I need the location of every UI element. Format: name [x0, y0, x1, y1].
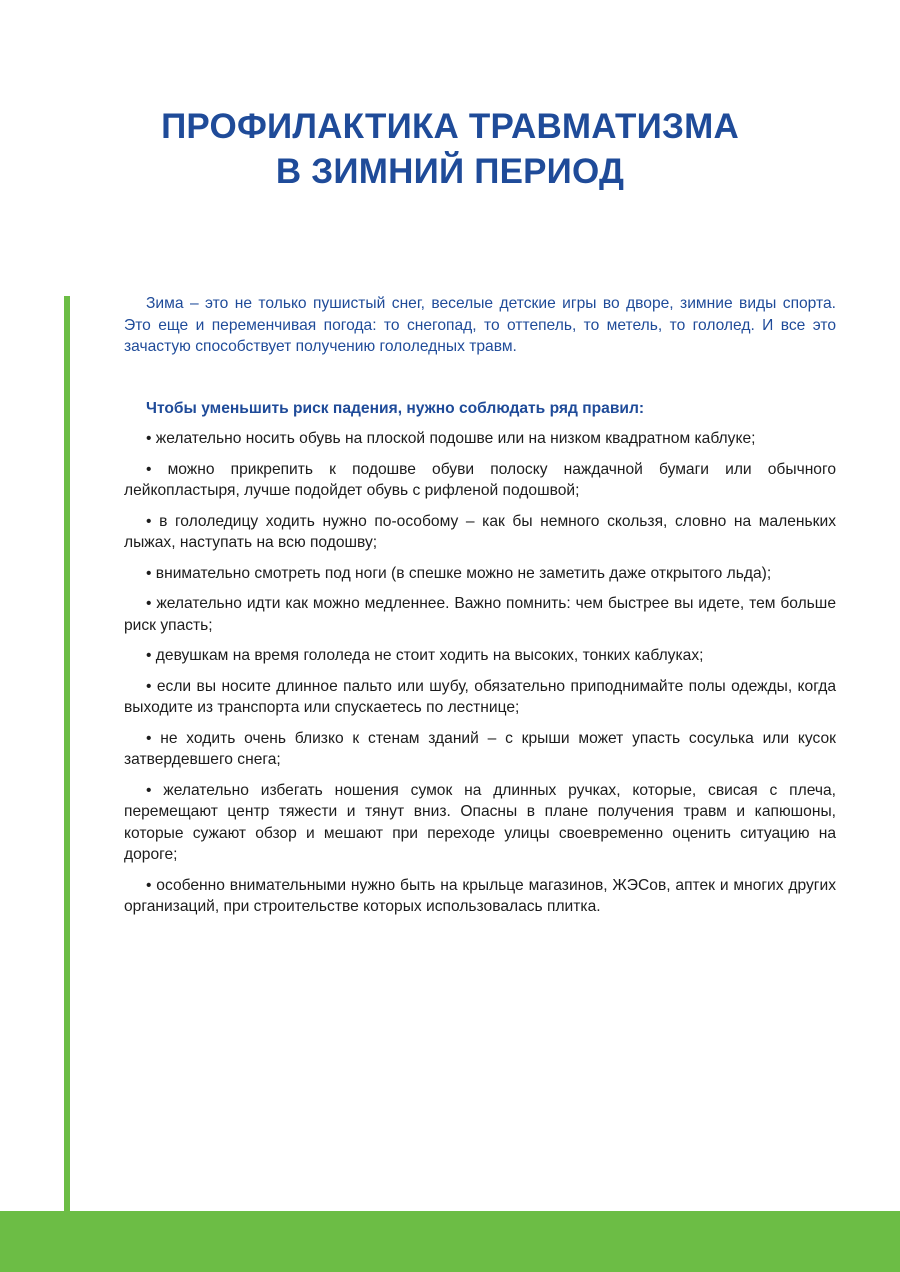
page-title-line-2: В ЗИМНИЙ ПЕРИОД: [275, 152, 625, 191]
rule-item: • особенно внимательными нужно быть на крыльце магазинов, ЖЭСов, аптек и многих других организаций, при строительстве которых использовалась плитка.: [124, 876, 836, 915]
rule-item: • девушкам на время гололеда не стоит ходить на высоких, тонких каблуках;: [146, 647, 704, 664]
rule-item: • желательно носить обувь на плоской подошве или на низком квадратном каблуке;: [146, 430, 756, 447]
rule-item: • если вы носите длинное пальто или шубу, обязательно приподнимайте полы одежды, когда выходите из транспорта или спускаетесь по лестнице;: [124, 677, 836, 716]
footer-green-band: [0, 1211, 900, 1272]
rules-list: [124, 428, 836, 918]
document-body: [124, 293, 836, 918]
rules-heading: Чтобы уменьшить риск падения, нужно соблюдать ряд правил:: [146, 399, 645, 417]
rule-item: • в гололедицу ходить нужно по-особому – как бы немного скользя, словно на маленьких лыжах, наступать на всю подошву;: [124, 512, 836, 551]
page-title: [100, 104, 800, 194]
left-accent-bar: [64, 296, 70, 1226]
rule-item: • можно прикрепить к подошве обуви полоску наждачной бумаги или обычного лейкопластыря, лучше подойдет обувь с рифленой подошвой;: [124, 460, 836, 499]
rule-item: • внимательно смотреть под ноги (в спешке можно не заметить даже открытого льда);: [146, 564, 772, 582]
rule-item: • желательно идти как можно медленнее. Важно помнить: чем быстрее вы идете, тем больше риск упасть;: [124, 595, 836, 634]
page-title-line-1: ПРОФИЛАКТИКА ТРАВМАТИЗМА: [161, 107, 739, 146]
rule-item: • желательно избегать ношения сумок на длинных ручках, которые, свисая с плеча, перемещают центр тяжести и тянут вниз. Опасны в плане получения травм и капюшоны, которые сужают обзор и мешают при переходе улицы своевременно оценить ситуацию на дороге;: [124, 781, 836, 863]
intro-paragraph: Зима – это не только пушистый снег, веселые детские игры во дворе, зимние виды спорта. Это еще и переменчивая погода: то снегопад, то оттепель, то метель, то гололед. И все это зачастую способствует получению гололедных травм.: [124, 295, 836, 355]
rule-item: • не ходить очень близко к стенам зданий – с крыши может упасть сосулька или кусок затвердевшего снега;: [124, 729, 836, 768]
